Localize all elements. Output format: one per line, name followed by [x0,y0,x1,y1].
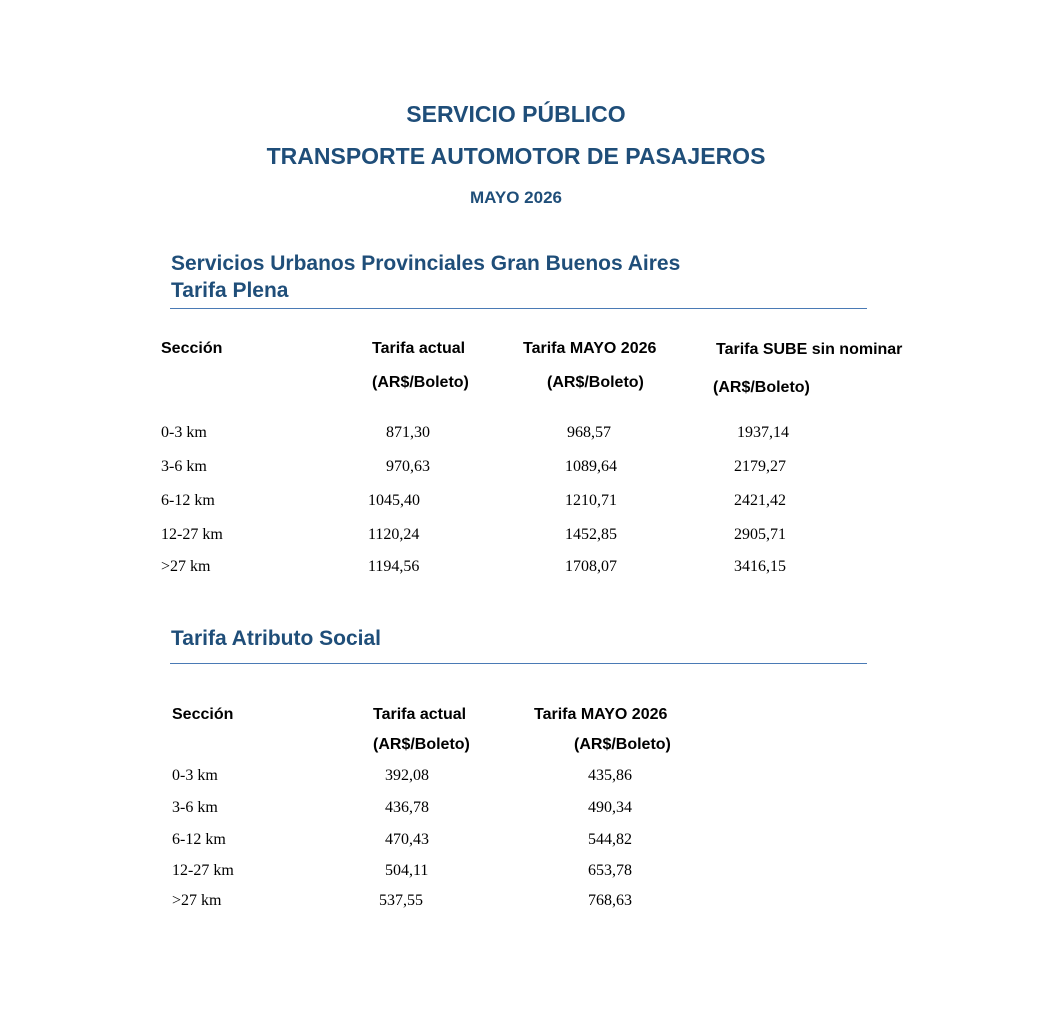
section1-subtitle: Tarifa Plena [171,279,289,302]
table-cell: 1452,85 [565,526,617,543]
column-unit-tarifa-mayo: (AR$/Boleto) [574,736,671,753]
table-cell: 490,34 [588,799,632,816]
table-cell: 0-3 km [172,767,218,784]
table-cell: >27 km [161,558,211,575]
table-cell: 970,63 [386,458,430,475]
table-cell: 436,78 [385,799,429,816]
document-title: SERVICIO PÚBLICO [406,101,626,127]
table-cell: 12-27 km [161,526,223,543]
table-cell: 871,30 [386,424,430,441]
table-cell: 537,55 [379,892,423,909]
table-cell: 1120,24 [368,526,420,543]
column-header-tarifa-mayo: Tarifa MAYO 2026 [523,340,657,357]
table-cell: 504,11 [385,862,429,879]
section1-divider [170,308,867,309]
table-cell: 1708,07 [565,558,617,575]
table-cell: 2179,27 [734,458,786,475]
table-cell: 3416,15 [734,558,786,575]
table-cell: 1045,40 [368,492,420,509]
column-unit-tarifa-actual: (AR$/Boleto) [373,736,470,753]
column-unit-tarifa-sube: (AR$/Boleto) [713,379,810,396]
column-header-tarifa-actual: Tarifa actual [373,706,467,723]
column-unit-tarifa-mayo: (AR$/Boleto) [547,374,644,391]
table-cell: 2905,71 [734,526,786,543]
table-cell: 968,57 [567,424,611,441]
table-cell: 6-12 km [161,492,215,509]
column-header-tarifa-mayo: Tarifa MAYO 2026 [534,706,668,723]
column-unit-tarifa-actual: (AR$/Boleto) [372,374,469,391]
table-cell: 3-6 km [161,458,207,475]
column-header-tarifa-sube: Tarifa SUBE sin nominar [716,341,903,358]
document-date: MAYO 2026 [470,188,562,207]
table-cell: 1937,14 [737,424,789,441]
table-cell: 1210,71 [565,492,617,509]
table-cell: 1089,64 [565,458,617,475]
section2-divider [170,663,867,664]
table-cell: 12-27 km [172,862,234,879]
table-cell: 544,82 [588,831,632,848]
column-header-tarifa-actual: Tarifa actual [372,340,466,357]
table-cell: 6-12 km [172,831,226,848]
table-cell: 0-3 km [161,424,207,441]
column-header-seccion: Sección [161,340,223,357]
table-cell: 653,78 [588,862,632,879]
section2-title: Tarifa Atributo Social [171,627,382,650]
table-cell: 2421,42 [734,492,786,509]
table-cell: 1194,56 [368,558,420,575]
document-subtitle: TRANSPORTE AUTOMOTOR DE PASAJEROS [266,143,766,169]
table-cell: 435,86 [588,767,632,784]
table-cell: 392,08 [385,767,429,784]
column-header-seccion: Sección [172,706,234,723]
table-cell: 3-6 km [172,799,218,816]
table-cell: 470,43 [385,831,429,848]
table-cell: 768,63 [588,892,632,909]
section1-title: Servicios Urbanos Provinciales Gran Buenos Aires [171,252,681,275]
table-cell: >27 km [172,892,222,909]
